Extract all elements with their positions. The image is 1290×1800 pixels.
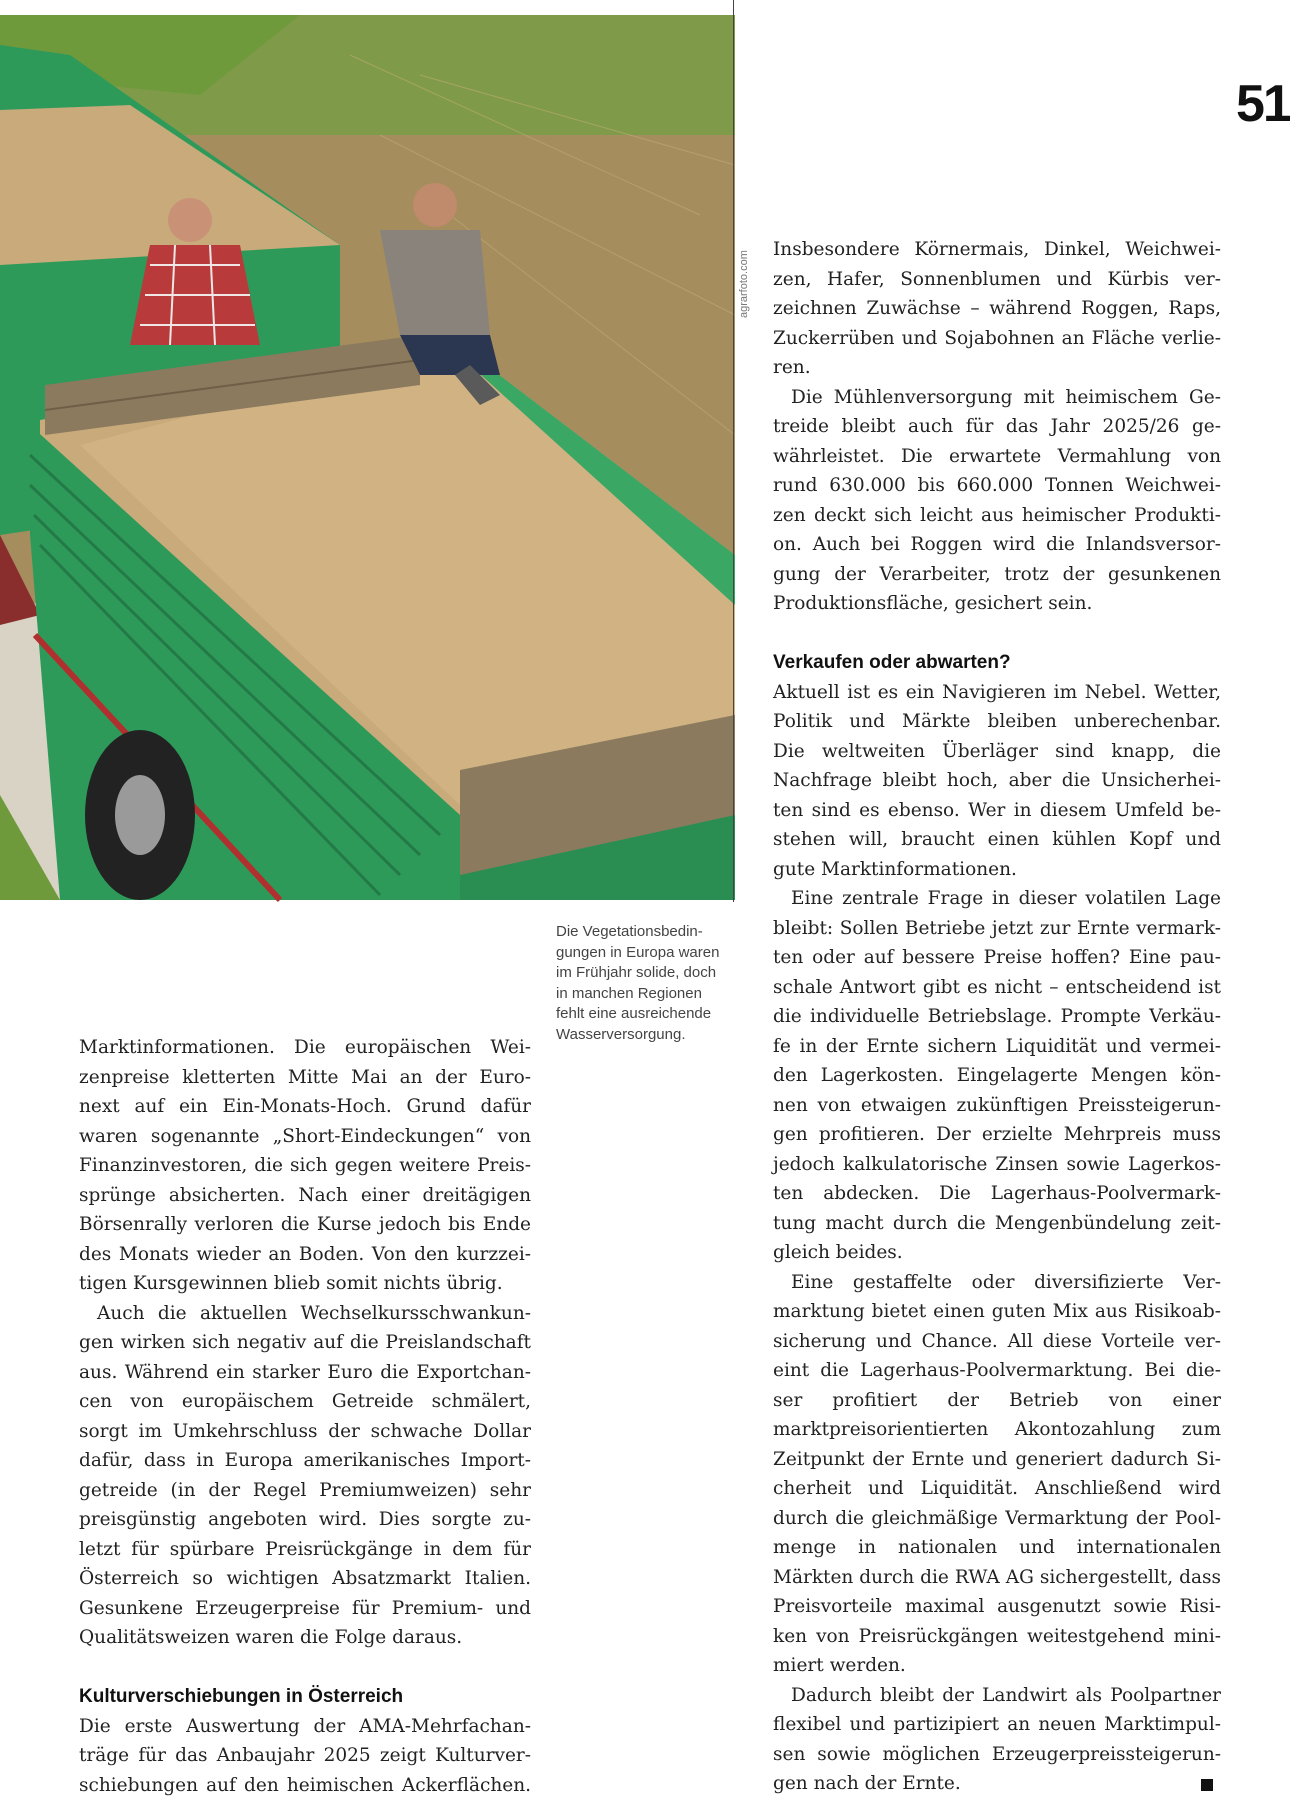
caption-line: Die Vegetationsbedin- bbox=[556, 922, 738, 943]
paragraph bbox=[79, 1712, 531, 1800]
text-line: Zeitpunkt der Ernte und generiert dadurch Si- bbox=[773, 1445, 1221, 1475]
text-line: dafür, dass in Europa amerikanisches Import- bbox=[79, 1446, 531, 1476]
text-line: den Lagerkosten. Eingelagerte Mengen kön- bbox=[773, 1061, 1221, 1091]
text-line: Eine gestaffelte oder diversifizierte Ver- bbox=[773, 1268, 1221, 1298]
text-line: cherheit und Liquidität. Anschließend wird bbox=[773, 1474, 1221, 1504]
text-line: bleibt: Sollen Betriebe jetzt zur Ernte vermark- bbox=[773, 914, 1221, 944]
photo-caption bbox=[556, 922, 738, 1045]
caption-line: fehlt eine ausreichende bbox=[556, 1004, 738, 1025]
text-line: on. Auch bei Roggen wird die Inlandsversor- bbox=[773, 530, 1221, 560]
text-line: Preisvorteile maximal ausgenutzt sowie Risi- bbox=[773, 1592, 1221, 1622]
text-line: marktpreisorientierten Akontozahlung zum bbox=[773, 1415, 1221, 1445]
paragraph bbox=[773, 235, 1221, 383]
text-line: Gesunkene Erzeugerpreise für Premium- und bbox=[79, 1594, 531, 1624]
text-line: Aktuell ist es ein Navigieren im Nebel. Wetter, bbox=[773, 678, 1221, 708]
text-line: Nachfrage bleibt hoch, aber die Unsicherhei- bbox=[773, 766, 1221, 796]
caption-line: Wasserversorgung. bbox=[556, 1025, 738, 1046]
text-line: Qualitätsweizen waren die Folge daraus. bbox=[79, 1623, 531, 1653]
text-line: ser profitiert der Betrieb von einer bbox=[773, 1386, 1221, 1416]
caption-line: im Frühjahr solide, doch bbox=[556, 963, 738, 984]
photo-divider bbox=[733, 0, 734, 902]
text-line: eint die Lagerhaus-Poolvermarktung. Bei die- bbox=[773, 1356, 1221, 1386]
text-line: Politik und Märkte bleiben unberechenbar. bbox=[773, 707, 1221, 737]
text-line: die individuelle Betriebslage. Prompte Verkäu- bbox=[773, 1002, 1221, 1032]
paragraph bbox=[773, 884, 1221, 1268]
text-line: währleistet. Die erwartete Vermahlung von bbox=[773, 442, 1221, 472]
text-line: gen profitieren. Der erzielte Mehrpreis muss bbox=[773, 1120, 1221, 1150]
paragraph bbox=[773, 383, 1221, 619]
text-line: sicherung und Chance. All diese Vorteile ver- bbox=[773, 1327, 1221, 1357]
text-line: miert werden. bbox=[773, 1651, 1221, 1681]
text-line: flexibel und partizipiert an neuen Marktimpul- bbox=[773, 1710, 1221, 1740]
text-line: Marktinformationen. Die europäischen Wei- bbox=[79, 1033, 531, 1063]
paragraph bbox=[79, 1299, 531, 1653]
text-line: Märkten durch die RWA AG sichergestellt, dass bbox=[773, 1563, 1221, 1593]
caption-line: gungen in Europa waren bbox=[556, 943, 738, 964]
section-heading: Kulturverschiebungen in Österreich bbox=[79, 1682, 531, 1712]
text-line: Finanzinvestoren, die sich gegen weitere Preis- bbox=[79, 1151, 531, 1181]
article-column-right bbox=[773, 235, 1221, 1799]
text-line: Auch die aktuellen Wechselkursschwankun- bbox=[79, 1299, 531, 1329]
text-line: getreide (in der Regel Premiumweizen) sehr bbox=[79, 1476, 531, 1506]
text-line: gen wirken sich negativ auf die Preislandschaft bbox=[79, 1328, 531, 1358]
text-line: sprünge absicherten. Nach einer dreitägigen bbox=[79, 1181, 531, 1211]
harvest-trailer-photo bbox=[0, 15, 735, 900]
text-line: sorgt im Umkehrschluss der schwache Dollar bbox=[79, 1417, 531, 1447]
text-line: treide bleibt auch für das Jahr 2025/26 ge- bbox=[773, 412, 1221, 442]
text-line: Die erste Auswertung der AMA-Mehrfachan- bbox=[79, 1712, 531, 1742]
text-line: Produktionsfläche, gesichert sein. bbox=[773, 589, 1221, 619]
photo-credit: agrarfoto.com bbox=[738, 250, 750, 318]
text-line: Börsenrally verloren die Kurse jedoch bis Ende bbox=[79, 1210, 531, 1240]
article-end-mark bbox=[1201, 1779, 1213, 1791]
text-line: Die weltweiten Überläger sind knapp, die bbox=[773, 737, 1221, 767]
paragraph bbox=[773, 1681, 1221, 1799]
text-line: ten abdecken. Die Lagerhaus-Poolvermark- bbox=[773, 1179, 1221, 1209]
text-line: Dadurch bleibt der Landwirt als Poolpartner bbox=[773, 1681, 1221, 1711]
text-line: Österreich so wichtigen Absatzmarkt Italien. bbox=[79, 1564, 531, 1594]
text-line: tung macht durch die Mengenbündelung zeit- bbox=[773, 1209, 1221, 1239]
text-line: waren sogenannte „Short-Eindeckungen“ von bbox=[79, 1122, 531, 1152]
text-line: gung der Verarbeiter, trotz der gesunkenen bbox=[773, 560, 1221, 590]
text-line: ten oder auf bessere Preise hoffen? Eine pau- bbox=[773, 943, 1221, 973]
text-line: menge in nationalen und internationalen bbox=[773, 1533, 1221, 1563]
page-number: 51 bbox=[1236, 78, 1290, 130]
text-line: letzt für spürbare Preisrückgänge in dem für bbox=[79, 1535, 531, 1565]
paragraph bbox=[79, 1033, 531, 1299]
text-line: next auf ein Ein-Monats-Hoch. Grund dafür bbox=[79, 1092, 531, 1122]
text-line: stehen will, braucht einen kühlen Kopf und bbox=[773, 825, 1221, 855]
text-line: aus. Während ein starker Euro die Exportchan- bbox=[79, 1358, 531, 1388]
text-line: sen sowie möglichen Erzeugerpreissteigerun- bbox=[773, 1740, 1221, 1770]
text-line: ren. bbox=[773, 353, 1221, 383]
paragraph bbox=[773, 678, 1221, 885]
caption-line: in manchen Regionen bbox=[556, 984, 738, 1005]
text-line: des Monats wieder an Boden. Von den kurzzei- bbox=[79, 1240, 531, 1270]
paragraph bbox=[773, 1268, 1221, 1681]
text-line: zen, Hafer, Sonnenblumen und Kürbis ver- bbox=[773, 265, 1221, 295]
text-line: ken von Preisrückgängen weitestgehend mini- bbox=[773, 1622, 1221, 1652]
text-line: tigen Kursgewinnen blieb somit nichts übrig. bbox=[79, 1269, 531, 1299]
text-line: zeichnen Zuwächse – während Roggen, Raps, bbox=[773, 294, 1221, 324]
section-heading: Verkaufen oder abwarten? bbox=[773, 648, 1221, 678]
text-line: rund 630.000 bis 660.000 Tonnen Weichwei- bbox=[773, 471, 1221, 501]
text-line: durch die gleichmäßige Vermarktung der Pool- bbox=[773, 1504, 1221, 1534]
text-line: Insbesondere Körnermais, Dinkel, Weichwei- bbox=[773, 235, 1221, 265]
text-line: marktung bietet einen guten Mix aus Risikoab- bbox=[773, 1297, 1221, 1327]
text-line: jedoch kalkulatorische Zinsen sowie Lagerkos- bbox=[773, 1150, 1221, 1180]
text-line: schiebungen auf den heimischen Ackerflächen. bbox=[79, 1771, 531, 1800]
text-line: fe in der Ernte sichern Liquidität und vermei- bbox=[773, 1032, 1221, 1062]
text-line: Die Mühlenversorgung mit heimischem Ge- bbox=[773, 383, 1221, 413]
text-line: zenpreise kletterten Mitte Mai an der Euro- bbox=[79, 1063, 531, 1093]
text-line: gen nach der Ernte. bbox=[773, 1769, 1221, 1799]
text-line: zen deckt sich leicht aus heimischer Produkti- bbox=[773, 501, 1221, 531]
text-line: träge für das Anbaujahr 2025 zeigt Kulturver- bbox=[79, 1741, 531, 1771]
text-line: nen von etwaigen zukünftigen Preissteigerun- bbox=[773, 1091, 1221, 1121]
text-line: gute Marktinformationen. bbox=[773, 855, 1221, 885]
text-line: Eine zentrale Frage in dieser volatilen Lage bbox=[773, 884, 1221, 914]
text-line: Zuckerrüben und Sojabohnen an Fläche verlie- bbox=[773, 324, 1221, 354]
article-column-left bbox=[79, 1033, 531, 1800]
text-line: preisgünstig angeboten wird. Dies sorgte zu- bbox=[79, 1505, 531, 1535]
text-line: ten sind es ebenso. Wer in diesem Umfeld be- bbox=[773, 796, 1221, 826]
text-line: gleich beides. bbox=[773, 1238, 1221, 1268]
text-line: schale Antwort gibt es nicht – entscheidend ist bbox=[773, 973, 1221, 1003]
text-line: cen von europäischem Getreide schmälert, bbox=[79, 1387, 531, 1417]
